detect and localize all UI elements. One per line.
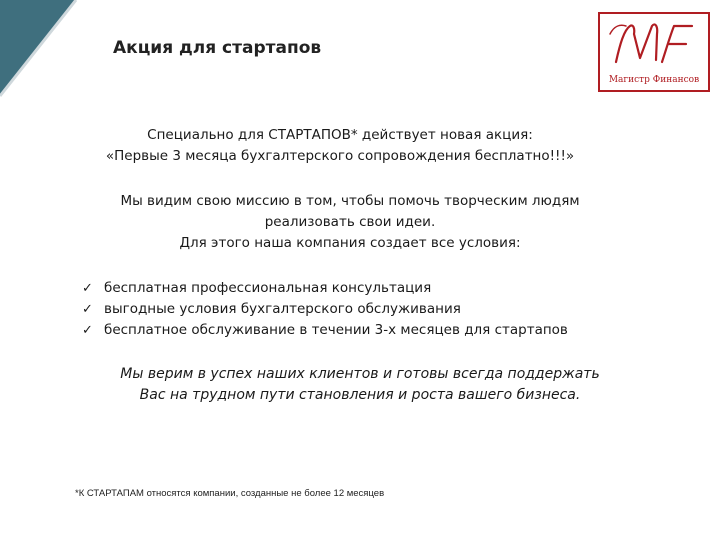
logo-caption: Магистр Финансов	[608, 75, 700, 85]
condition-text: бесплатная профессиональная консультация	[104, 280, 432, 296]
checkmark-icon: ✓	[82, 281, 93, 296]
slide-title: Акция для стартапов	[113, 38, 322, 58]
footnote: *К СТАРТАПАМ относятся компании, созданные не более 12 месяцев	[75, 488, 385, 499]
promo-announcement	[60, 125, 620, 167]
logo-monogram	[600, 14, 708, 72]
mission-line: Мы видим свою миссию в том, чтобы помочь творческим людям	[120, 193, 580, 209]
closing-line: Вас на трудном пути становления и роста вашего бизнеса.	[139, 387, 581, 403]
list-item	[82, 278, 568, 299]
mission-line: Для этого наша компания создает все условия:	[179, 235, 521, 251]
company-logo	[598, 12, 710, 92]
checkmark-icon: ✓	[82, 323, 93, 338]
promo-line: Специально для СТАРТАПОВ* действует новая акция:	[147, 127, 533, 143]
list-item	[82, 320, 568, 341]
checkmark-icon: ✓	[82, 302, 93, 317]
condition-text: бесплатное обслуживание в течении 3-х месяцев для стартапов	[104, 322, 568, 338]
corner-decoration	[0, 0, 80, 100]
conditions-list	[82, 278, 568, 341]
mission-line: реализовать свои идеи.	[264, 214, 436, 230]
condition-text: выгодные условия бухгалтерского обслуживания	[104, 301, 461, 317]
list-item	[82, 299, 568, 320]
closing-line: Мы верим в успех наших клиентов и готовы всегда поддержать	[120, 366, 600, 382]
promo-offer: «Первые 3 месяца бухгалтерского сопровождения бесплатно!!!»	[105, 148, 575, 164]
closing-statement	[60, 364, 660, 406]
mission-statement	[60, 191, 640, 254]
